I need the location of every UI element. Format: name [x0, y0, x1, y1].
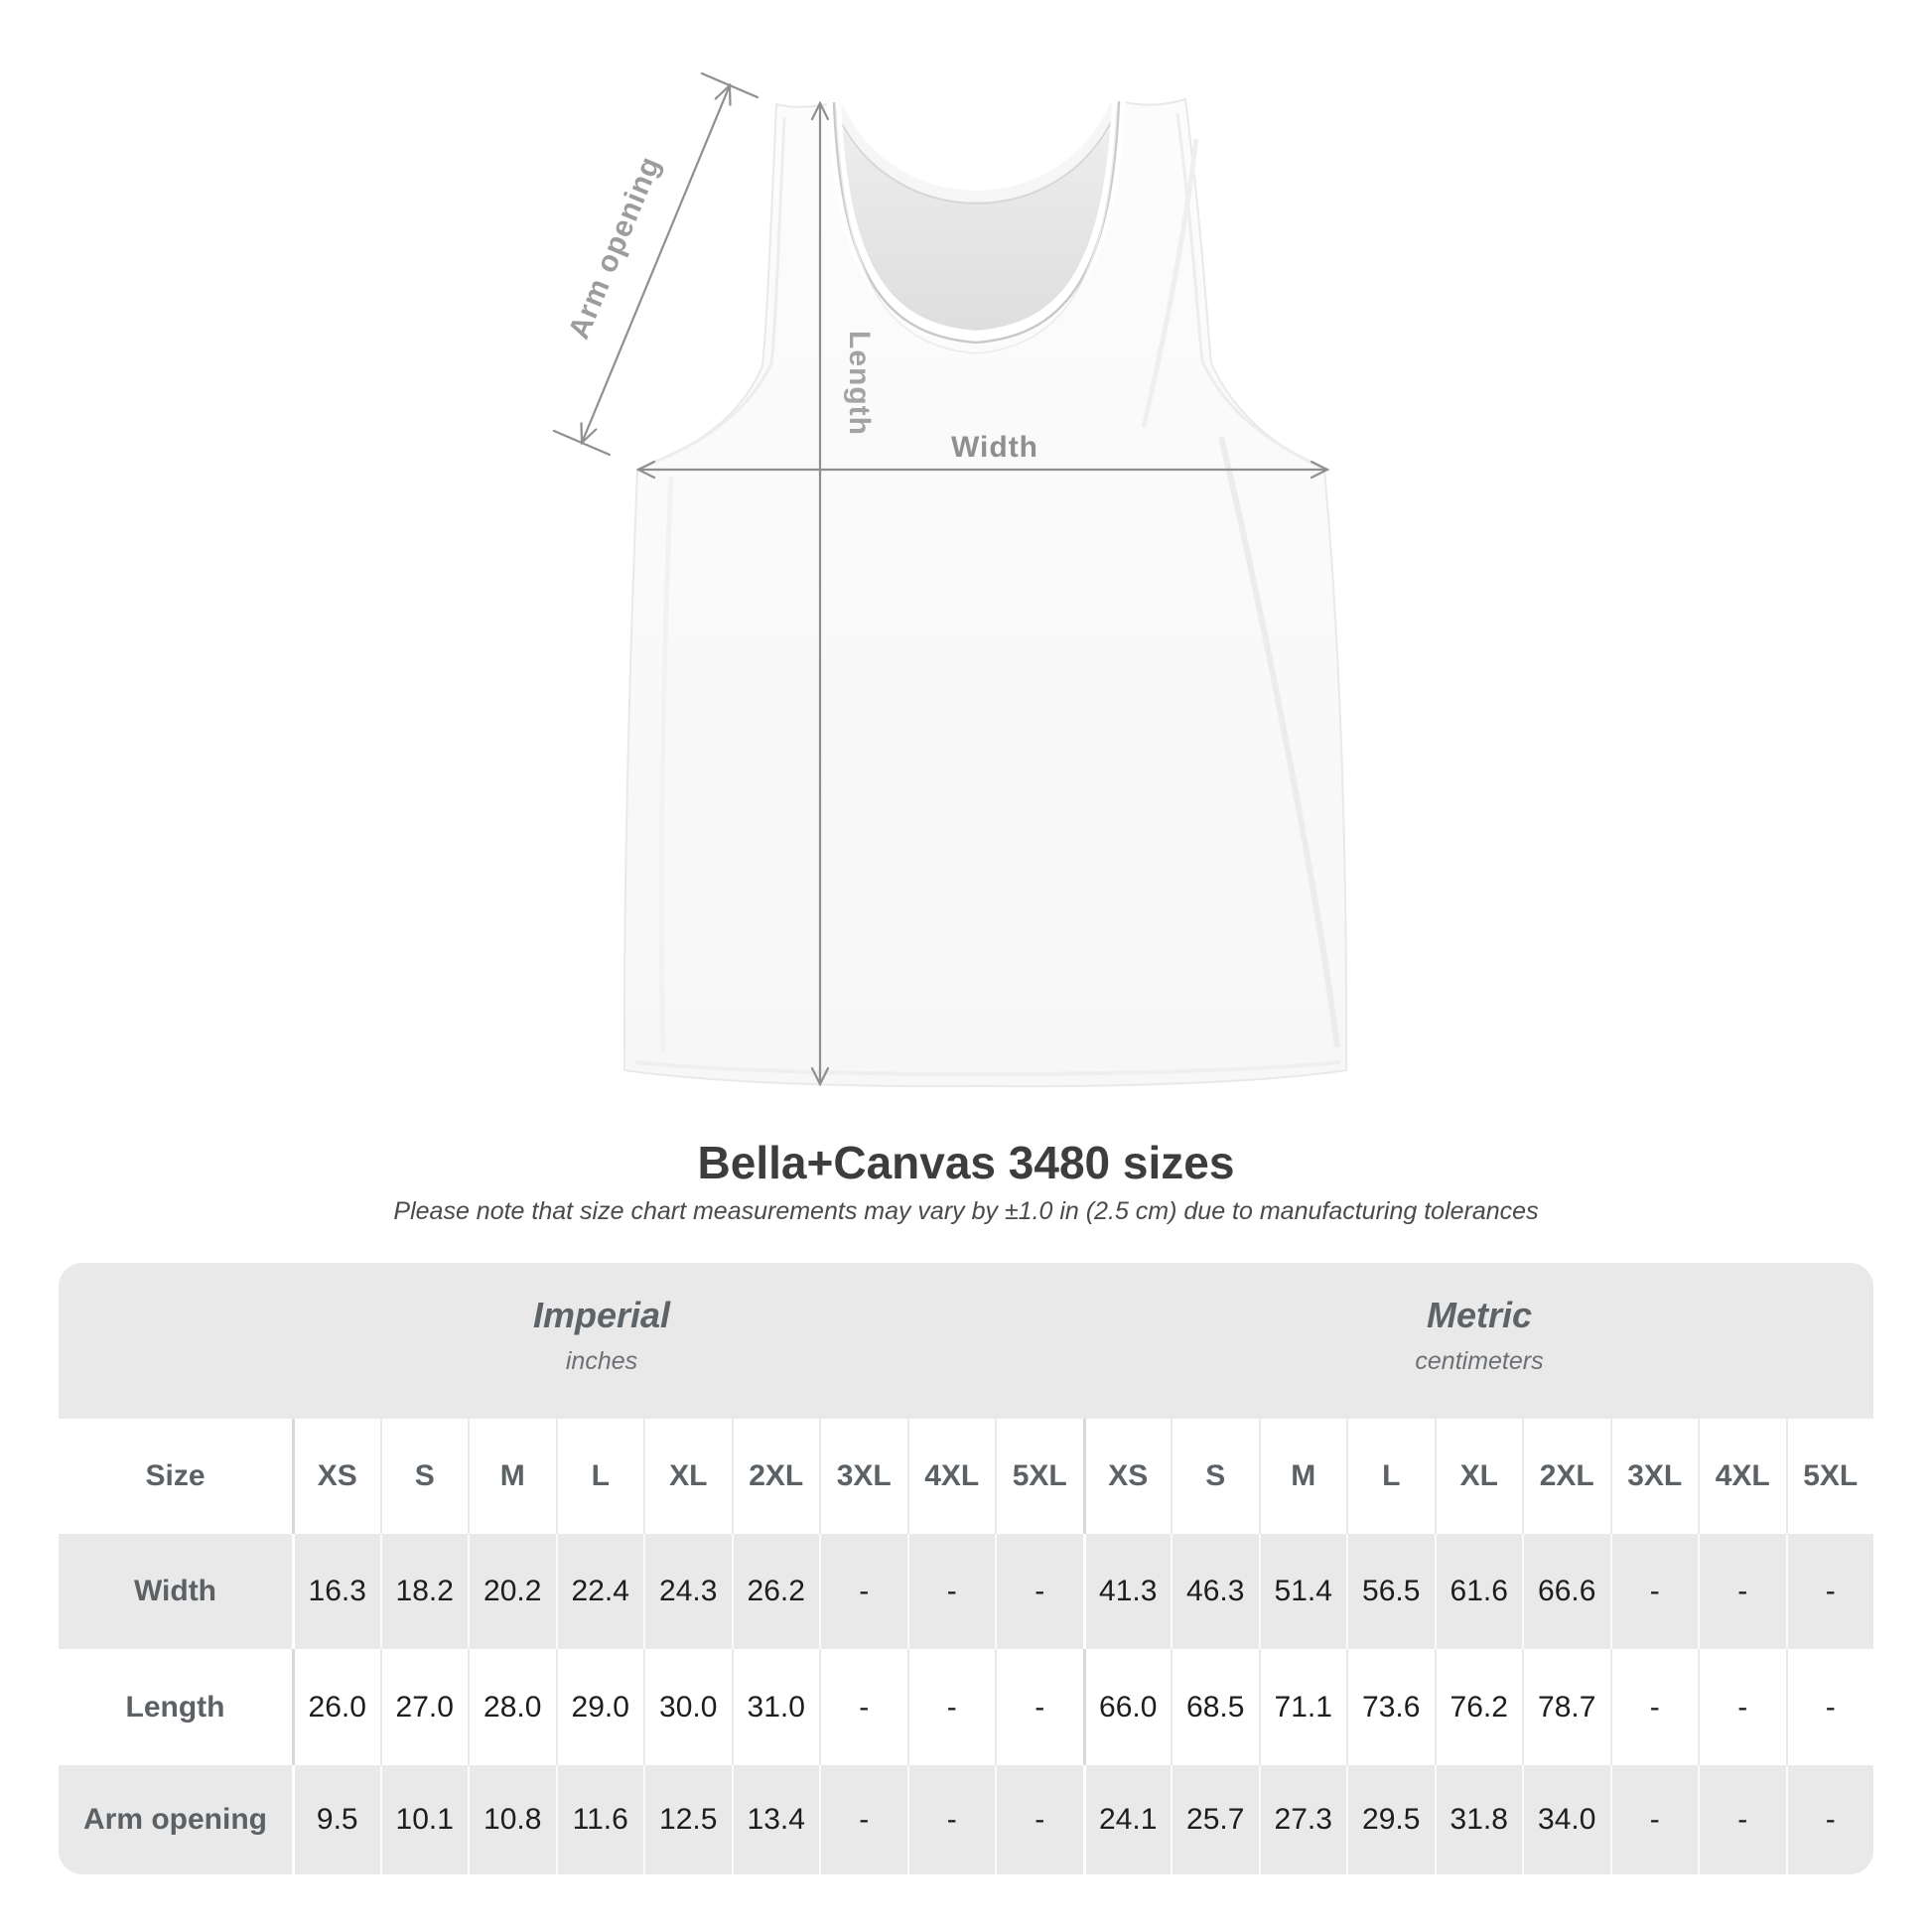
size-header-cell: XS	[292, 1419, 380, 1534]
measurement-value-cell: 13.4	[732, 1765, 820, 1874]
measurement-value-cell: 10.8	[468, 1765, 556, 1874]
measurement-value-cell: 34.0	[1522, 1765, 1610, 1874]
measurement-value-cell: 24.3	[643, 1534, 732, 1649]
table-row	[59, 1534, 1873, 1649]
unit-group-metric	[1415, 1296, 1543, 1375]
size-header-cell: 2XL	[1522, 1419, 1610, 1534]
arm-opening-label: Arm opening	[562, 151, 667, 345]
size-header-cell: L	[1346, 1419, 1435, 1534]
size-header-cell: 3XL	[1610, 1419, 1699, 1534]
table-row	[59, 1419, 1873, 1534]
measurement-value-cell: 28.0	[468, 1649, 556, 1765]
measurement-value-cell: -	[907, 1534, 996, 1649]
measurement-value-cell: 10.1	[380, 1765, 469, 1874]
measurement-value-cell: 31.0	[732, 1649, 820, 1765]
unit-band	[59, 1263, 1873, 1419]
length-label: Length	[843, 331, 876, 436]
measurement-value-cell: 29.5	[1346, 1765, 1435, 1874]
table-row	[59, 1765, 1873, 1874]
measurement-value-cell: -	[1786, 1765, 1874, 1874]
size-chart-table	[59, 1263, 1873, 1874]
metric-unit-label: centimeters	[1415, 1347, 1544, 1375]
measurement-row-label: Arm opening	[83, 1803, 267, 1836]
size-header-cell: S	[380, 1419, 469, 1534]
measurement-value-cell: 26.0	[292, 1649, 380, 1765]
tolerance-note: Please note that size chart measurements may vary by ±1.0 in (2.5 cm) due to manufacturing tolerances	[393, 1197, 1539, 1225]
measurement-value-cell: 29.0	[556, 1649, 644, 1765]
measurement-value-cell: 9.5	[292, 1765, 380, 1874]
measurement-value-cell: 25.7	[1171, 1765, 1259, 1874]
table-row	[59, 1649, 1873, 1765]
size-header-cell: 4XL	[907, 1419, 996, 1534]
measurement-value-cell: 11.6	[556, 1765, 644, 1874]
metric-label: Metric	[1426, 1295, 1533, 1335]
measurement-value-cell: 41.3	[1083, 1534, 1172, 1649]
measurement-value-cell: -	[995, 1534, 1083, 1649]
measurement-value-cell: -	[819, 1649, 907, 1765]
table-rows	[59, 1419, 1873, 1874]
measurement-value-cell: -	[1610, 1534, 1699, 1649]
measurement-value-cell: 16.3	[292, 1534, 380, 1649]
measurement-value-cell: -	[1610, 1765, 1699, 1874]
measurement-value-cell: 76.2	[1435, 1649, 1523, 1765]
measurement-value-cell: -	[907, 1765, 996, 1874]
arm-opening-dimension-arrow	[554, 73, 758, 455]
size-header-cell: XS	[1083, 1419, 1172, 1534]
measurement-value-cell: -	[1698, 1765, 1786, 1874]
page-title: Bella+Canvas 3480 sizes	[697, 1137, 1235, 1188]
size-column-header: Size	[145, 1459, 206, 1492]
size-header-cell: L	[556, 1419, 644, 1534]
measurement-value-cell: 12.5	[643, 1765, 732, 1874]
size-header-cell: S	[1171, 1419, 1259, 1534]
size-header-cell: XL	[643, 1419, 732, 1534]
measurement-value-cell: -	[1786, 1649, 1874, 1765]
size-header-cell: 3XL	[819, 1419, 907, 1534]
measurement-value-cell: -	[819, 1534, 907, 1649]
measurement-value-cell: 31.8	[1435, 1765, 1523, 1874]
measurement-value-cell: -	[907, 1649, 996, 1765]
size-header-cell: 2XL	[732, 1419, 820, 1534]
width-label: Width	[950, 431, 1039, 464]
size-header-cell: 5XL	[1786, 1419, 1874, 1534]
measurement-value-cell: 78.7	[1522, 1649, 1610, 1765]
measurement-value-cell: 71.1	[1259, 1649, 1347, 1765]
imperial-label: Imperial	[532, 1295, 671, 1335]
measurement-value-cell: -	[819, 1765, 907, 1874]
measurement-value-cell: 30.0	[643, 1649, 732, 1765]
size-header-cell: XL	[1435, 1419, 1523, 1534]
unit-group-imperial	[533, 1296, 670, 1375]
measurement-value-cell: 66.6	[1522, 1534, 1610, 1649]
measurement-value-cell: -	[1786, 1534, 1874, 1649]
size-header-cell: M	[1259, 1419, 1347, 1534]
size-header-cell: 5XL	[995, 1419, 1083, 1534]
measurement-value-cell: 24.1	[1083, 1765, 1172, 1874]
measurement-value-cell: 56.5	[1346, 1534, 1435, 1649]
measurement-row-label: Length	[125, 1690, 225, 1724]
measurement-value-cell: -	[995, 1765, 1083, 1874]
measurement-value-cell: 68.5	[1171, 1649, 1259, 1765]
measurement-value-cell: -	[1610, 1649, 1699, 1765]
measurement-value-cell: 46.3	[1171, 1534, 1259, 1649]
measurement-value-cell: 27.0	[380, 1649, 469, 1765]
measurement-value-cell: -	[1698, 1649, 1786, 1765]
measurement-value-cell: 27.3	[1259, 1765, 1347, 1874]
measurement-value-cell: 20.2	[468, 1534, 556, 1649]
measurement-value-cell: 73.6	[1346, 1649, 1435, 1765]
size-header-cell: 4XL	[1698, 1419, 1786, 1534]
measurement-value-cell: 22.4	[556, 1534, 644, 1649]
size-header-cell: M	[468, 1419, 556, 1534]
measurement-value-cell: -	[1698, 1534, 1786, 1649]
measurement-value-cell: 61.6	[1435, 1534, 1523, 1649]
measurement-value-cell: 18.2	[380, 1534, 469, 1649]
imperial-unit-label: inches	[565, 1347, 638, 1375]
measurement-value-cell: 51.4	[1259, 1534, 1347, 1649]
measurement-row-label: Width	[133, 1575, 217, 1607]
measurement-value-cell: 26.2	[732, 1534, 820, 1649]
measurement-value-cell: -	[995, 1649, 1083, 1765]
measurement-value-cell: 66.0	[1083, 1649, 1172, 1765]
